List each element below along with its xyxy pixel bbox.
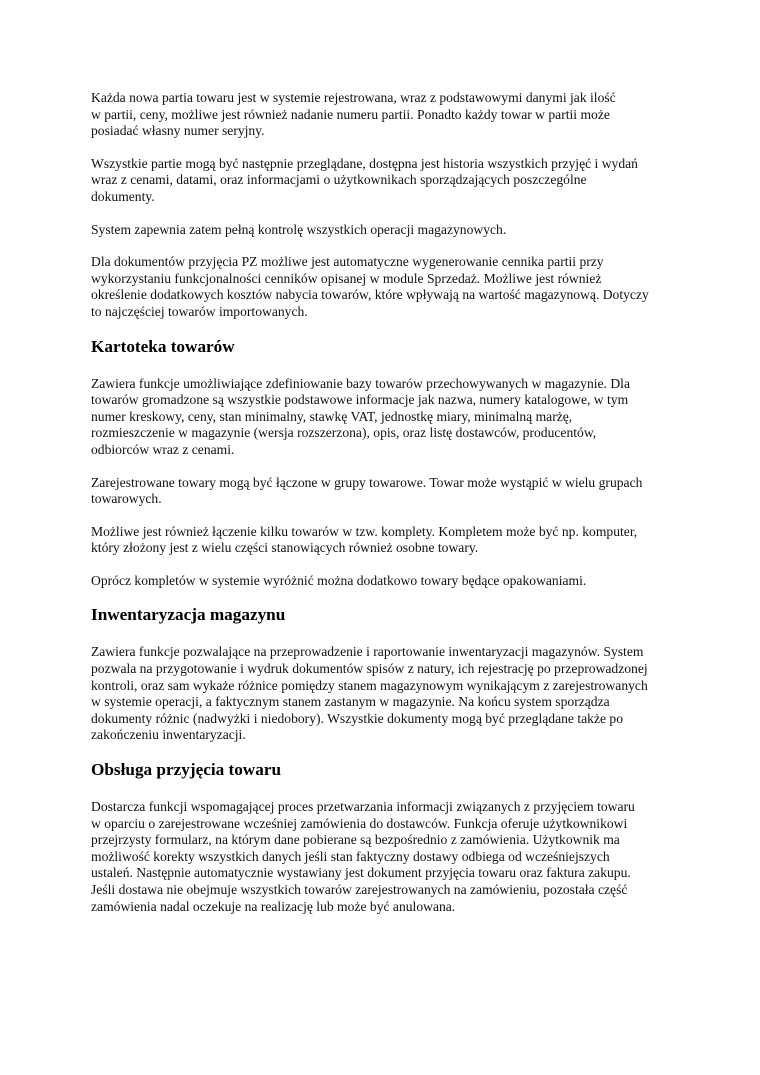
text-line: zamówienia nadal oczekuje na realizację lub może być anulowana.: [91, 898, 456, 914]
text-line: Zawiera funkcje umożliwiające zdefiniowanie bazy towarów przechowywanych w magazynie. Dla: [91, 375, 630, 391]
text-line: wraz z cenami, datami, oraz informacjami o użytkownikach sporządzających poszczególne: [91, 172, 587, 188]
section-heading: Kartoteka towarów: [91, 336, 235, 356]
text-line: numer kreskowy, ceny, stan minimalny, stawkę VAT, jednostkę miary, minimalną marżę,: [91, 408, 573, 424]
paragraph: [91, 222, 671, 239]
text-line: który złożony jest z wielu części stanowiących również osobne towary.: [91, 540, 479, 556]
text-line: kontroli, oraz sam wykaże różnice pomiędzy stanem magazynowym wynikającym z zarejestrowanych: [91, 677, 648, 693]
text-line: zakończeniu inwentaryzacji.: [91, 727, 246, 743]
text-line: Wszystkie partie mogą być następnie przeglądane, dostępna jest historia wszystkich przyjęć i wydań: [91, 155, 638, 171]
section: [91, 760, 671, 915]
paragraph: [91, 644, 671, 744]
text-line: Dostarcza funkcji wspomagającej proces przetwarzania informacji związanych z przyjęciem towaru: [91, 799, 635, 815]
text-line: Każda nowa partia towaru jest w systemie rejestrowana, wraz z podstawowymi danymi jak ilość: [91, 90, 616, 105]
paragraph: [91, 799, 671, 915]
paragraph: [91, 573, 671, 590]
text-line: rozmieszczenie w magazynie (wersja rozszerzona), opis, oraz listę dostawców, producentów,: [91, 425, 597, 441]
text-line: w systemie operacji, a faktycznym stanem zastanym w magazynie. Na końcu system sporządza: [91, 694, 610, 710]
text-line: to najczęściej towarów importowanych.: [91, 303, 308, 319]
paragraph: [91, 254, 671, 320]
text-line: określenie dodatkowych kosztów nabycia towarów, które wpływają na wartość magazynową. Dotyczy: [91, 287, 649, 303]
text-line: System zapewnia zatem pełną kontrolę wszystkich operacji magazynowych.: [91, 221, 507, 237]
text-line: w partii, ceny, możliwe jest również nadanie numeru partii. Ponadto każdy towar w partii może: [91, 106, 610, 122]
section: [91, 605, 671, 744]
paragraph: [91, 90, 671, 140]
text-line: możliwość korekty wszystkich danych jeśli stan faktyczny dostawy odbiega od wcześniejszych: [91, 848, 610, 864]
section-heading: Inwentaryzacja magazynu: [91, 605, 286, 625]
text-line: dokumenty różnic (nadwyżki i niedobory). Wszystkie dokumenty mogą być przeglądane także po: [91, 710, 624, 726]
text-line: Zarejestrowane towary mogą być łączone w grupy towarowe. Towar może wystąpić w wielu grupach: [91, 474, 643, 490]
paragraph: [91, 475, 671, 508]
text-line: Zawiera funkcje pozwalające na przeprowadzenie i raportowanie inwentaryzacji magazynów. System: [91, 644, 644, 660]
paragraph: [91, 156, 671, 206]
text-line: Jeśli dostawa nie obejmuje wszystkich towarów zarejestrowanych na zamówieniu, pozostała część: [91, 882, 628, 897]
document-page: [91, 90, 671, 931]
section: [91, 337, 671, 590]
paragraph: [91, 376, 671, 459]
text-line: posiadać własny numer seryjny.: [91, 123, 265, 139]
text-line: odbiorców wraz z cenami.: [91, 441, 235, 457]
text-line: ustaleń. Następnie automatycznie wystawiany jest dokument przyjęcia towaru oraz faktura zakupu.: [91, 865, 631, 881]
sections-container: [91, 337, 671, 916]
text-line: towarowych.: [91, 491, 162, 507]
text-line: Dla dokumentów przyjęcia PZ możliwe jest automatyczne wygenerowanie cennika partii przy: [91, 254, 604, 270]
text-line: wykorzystaniu funkcjonalności cenników opisanej w module Sprzedaż. Możliwe jest również: [91, 270, 602, 286]
text-line: towarów gromadzone są wszystkie podstawowe informacje jak nazwa, numery katalogowe, w tym: [91, 392, 629, 408]
text-line: Możliwe jest również łączenie kilku towarów w tzw. komplety. Kompletem może być np. komputer,: [91, 523, 638, 539]
paragraph: [91, 524, 671, 557]
text-line: przejrzysty formularz, na którym dane pobierane są bezpośrednio z zamówienia. Użytkownik ma: [91, 832, 620, 848]
text-line: w oparciu o zarejestrowane wcześniej zamówienia do dostawców. Funkcja oferuje użytkownikowi: [91, 815, 628, 831]
intro-section: [91, 90, 671, 321]
text-line: Oprócz kompletów w systemie wyróżnić można dodatkowo towary będące opakowaniami.: [91, 572, 587, 588]
text-line: dokumenty.: [91, 188, 155, 204]
text-line: pozwala na przygotowanie i wydruk dokumentów spisów z natury, ich rejestrację po przeprowadzonej: [91, 661, 648, 677]
section-heading: Obsługa przyjęcia towaru: [91, 760, 282, 780]
